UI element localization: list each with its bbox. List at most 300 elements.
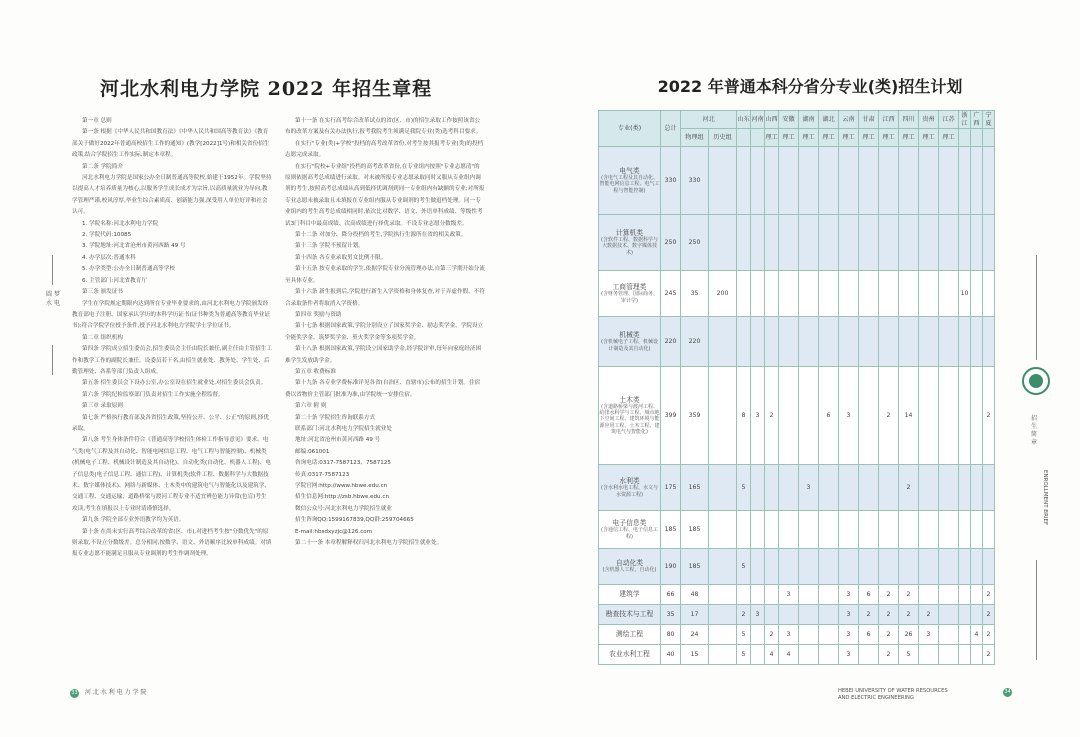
plan-cell: [859, 215, 879, 271]
charter-paragraph: 第六章 附 则: [295, 403, 327, 410]
header-province: 广西: [971, 111, 983, 129]
plan-cell: [779, 317, 799, 367]
plan-cell: 220: [681, 317, 709, 367]
major-note: (含水利水电工程、水文与水资源工程): [601, 485, 658, 498]
plan-cell: 2: [983, 645, 995, 665]
plan-cell: [765, 271, 779, 317]
table-row: [599, 605, 995, 625]
plan-cell: [765, 317, 779, 367]
plan-cell: 185: [661, 511, 681, 549]
plan-cell: [859, 367, 879, 465]
plan-cell: 80: [661, 625, 681, 645]
plan-cell: [779, 147, 799, 215]
plan-cell: [799, 605, 819, 625]
plan-cell: 3: [919, 625, 939, 645]
side-mark: 圆 梦 水 电: [46, 291, 60, 307]
major-note: (含软件工程、数据科学与大数据技术、数字媒体技术): [601, 237, 658, 256]
plan-cell: [959, 549, 971, 585]
plan-cell: [709, 317, 737, 367]
plan-cell: [839, 549, 859, 585]
plan-cell: [959, 367, 971, 465]
plan-cell: 35: [681, 271, 709, 317]
plan-cell: 2: [765, 367, 779, 465]
plan-cell: 185: [681, 511, 709, 549]
right-footer-line2: AND ELECTRIC ENGINEERING: [838, 695, 914, 701]
plan-cell: [899, 215, 919, 271]
left-page-number: 33: [71, 690, 78, 696]
major-name: 电子信息类: [612, 519, 647, 528]
major-cell: [599, 215, 661, 271]
plan-cell: [971, 549, 983, 585]
charter-paragraph: 第十一条 在实行高考综合改革试点的省(区、市)的招生录取工作按照该省公布的改革方案及有关办法执行,报考我院考生须满足我院专业(类)选考科目要求。: [285, 118, 482, 136]
header-province: 湖北: [819, 111, 839, 129]
plan-cell: [859, 465, 879, 511]
charter-paragraph: 在实行"院校+专业组"投档的高考改革省份,在专业组内按照"专业志愿清"的原则依据高考总成绩进行录取。对未被所报专业志愿录取同时又服从专业组内调剂的考生,按照高考总成绩从高到低择优调剂到同一专业组内有缺额的专业;对所报专业志愿未被录取且未填报在专业组内服从专业调剂的考生做退档处理。同一专业组内的考生高考总成绩相同时,依次比对数学、语文、外语单科成绩、等级性考试3门科目中最高成绩、次高成绩进行择优录取。不设专业志愿分数级差。: [285, 163, 485, 227]
plan-cell: [859, 317, 879, 367]
charter-paragraph: 1. 学院名称:河北水利电力学院: [82, 220, 159, 227]
major-cell: [599, 645, 661, 665]
charter-paragraph: 第四条 学院成立招生委员会,招生委员会主任由院长兼任,副主任由主管招生工作和教学工作的副院长兼任。设委员若干名,由招生就业处、教务处、学生处、后勤管理处、各系等部门负责人组成。: [72, 346, 272, 375]
plan-cell: [939, 605, 959, 625]
plan-cell: [983, 147, 995, 215]
plan-cell: [709, 465, 737, 511]
plan-cell: [983, 215, 995, 271]
plan-cell: [859, 147, 879, 215]
plan-cell: [879, 147, 899, 215]
plan-cell: [709, 585, 737, 605]
plan-cell: [819, 465, 839, 511]
plan-cell: [971, 215, 983, 271]
plan-cell: [779, 271, 799, 317]
plan-cell: [919, 549, 939, 585]
table-row: [599, 585, 995, 605]
charter-paragraph: 第十条 在尚未实行高考综合改革的省(区、市),对进档考生按"分数优先"的原则录取,不设立分数级差。总分相同,按数学、语文、外语顺序比较单科成绩。对填报专业志愿不能满足且服从专业调剂的考生作调剂处理。: [72, 528, 272, 558]
table-row: [599, 367, 995, 465]
plan-cell: [751, 585, 765, 605]
charter-paragraph: 传真:0317-7587123: [295, 471, 350, 478]
plan-cell: [751, 511, 765, 549]
header-subject-group: 理工: [939, 129, 959, 147]
charter-paragraph: 咨询电话:0317-7587123、7587125: [295, 460, 391, 467]
header-province: 贵州: [919, 111, 939, 129]
charter-paragraph: 招生信息网:http://zsb.hbwe.edu.cn: [295, 494, 389, 501]
plan-cell: [819, 271, 839, 317]
plan-cell: 2: [919, 605, 939, 625]
plan-cell: [983, 511, 995, 549]
plan-cell: [799, 511, 819, 549]
charter-paragraph: 第一条 根据《中华人民共和国教育法》《中华人民共和国高等教育法》《教育部关于做好2022年普通高校招生工作的通知》(教学[2022]1号)和相关省份招生政策,结合学院招生工作实际,制定本章程。: [72, 129, 270, 159]
plan-cell: [971, 585, 983, 605]
plan-cell: [971, 367, 983, 465]
plan-cell: [899, 511, 919, 549]
plan-cell: [939, 645, 959, 665]
plan-cell: 3: [779, 585, 799, 605]
header-subject-group: [971, 129, 983, 147]
plan-cell: [919, 367, 939, 465]
plan-cell: [879, 271, 899, 317]
header-subject-group: [983, 129, 995, 147]
plan-cell: [819, 625, 839, 645]
plan-cell: 2: [983, 585, 995, 605]
major-cell: [599, 271, 661, 317]
plan-cell: [939, 585, 959, 605]
table-row: [599, 511, 995, 549]
left-footer-text: 河 北 水 利 电 力 学 院: [85, 689, 147, 696]
plan-cell: [799, 147, 819, 215]
plan-cell: [737, 511, 751, 549]
right-side-line-bottom: [1036, 560, 1037, 660]
header-subject-group: 物理组: [681, 129, 709, 147]
header-subject-group: [959, 129, 971, 147]
charter-paragraph: 地址:河北省沧州市黄河西路 49 号: [295, 437, 381, 444]
charter-paragraph: 第三条 颁发证书: [82, 289, 123, 296]
charter-paragraph: 第二章 组织机构: [82, 334, 123, 341]
plan-cell: 330: [661, 147, 681, 215]
plan-cell: [751, 271, 765, 317]
charter-paragraph: 第三章 录取原则: [82, 403, 123, 410]
plan-cell: [751, 645, 765, 665]
major-note: (含机器人工程、自动化): [602, 567, 657, 574]
header-province: 甘肃: [859, 111, 879, 129]
plan-cell: [737, 215, 751, 271]
plan-cell: 2: [983, 625, 995, 645]
charter-paragraph: 第十八条 根据国家政策,学院设立国家助学金,经学院评审,每年向家庭经济困难学生发放助学金。: [285, 346, 482, 364]
plan-cell: 5: [737, 645, 751, 665]
major-name: 勘查技术与工程: [605, 610, 654, 619]
plan-cell: [751, 317, 765, 367]
charter-paragraph: 学生在学院规定期限内达到所在专业毕业要求的,由河北水利电力学院颁发经教育部电子注册、国家承认学历的本科学历证书(证书种类为普通高等教育毕业证书);符合学院学位授予条件,授予河北水利电力学院学士学位证书。: [72, 300, 270, 330]
charter-paragraph: 2. 学院代码:10085: [82, 232, 132, 239]
plan-cell: [819, 215, 839, 271]
plan-cell: [839, 215, 859, 271]
charter-paragraph: 第二条 学院简介: [82, 163, 123, 170]
plan-cell: [779, 605, 799, 625]
left-page-title: 河北水利电力学院 2022 年招生章程: [100, 78, 433, 100]
plan-cell: 190: [661, 549, 681, 585]
plan-cell: [737, 271, 751, 317]
plan-cell: 3: [799, 465, 819, 511]
plan-cell: [971, 465, 983, 511]
header-subject-group: 历史组: [709, 129, 737, 147]
college-emblem-icon: [1022, 367, 1050, 395]
major-cell: [599, 465, 661, 511]
plan-cell: 3: [839, 645, 859, 665]
plan-cell: [819, 585, 839, 605]
plan-cell: 6: [859, 625, 879, 645]
charter-paragraph: 第一章 总则: [82, 118, 112, 124]
plan-cell: 35: [661, 605, 681, 625]
plan-cell: [709, 147, 737, 215]
major-cell: [599, 625, 661, 645]
plan-cell: 175: [661, 465, 681, 511]
header-province: 浙江: [959, 111, 971, 129]
plan-cell: [765, 605, 779, 625]
plan-cell: [919, 645, 939, 665]
plan-cell: 3: [839, 585, 859, 605]
plan-cell: 5: [737, 549, 751, 585]
plan-cell: 2: [879, 605, 899, 625]
plan-cell: 8: [737, 367, 751, 465]
charter-paragraph: 招生咨询QQ:1599167839,QQ群:259704665: [295, 517, 414, 524]
plan-cell: [939, 215, 959, 271]
plan-cell: 5: [737, 465, 751, 511]
header-subject-group: 理工: [779, 129, 799, 147]
charter-paragraph: 4. 办学层次:普通本科: [82, 254, 136, 261]
plan-cell: 3: [779, 625, 799, 645]
plan-cell: [751, 549, 765, 585]
plan-cell: 3: [839, 625, 859, 645]
plan-cell: 5: [737, 625, 751, 645]
plan-cell: [765, 511, 779, 549]
plan-cell: [983, 271, 995, 317]
plan-cell: [799, 645, 819, 665]
plan-cell: [983, 465, 995, 511]
plan-cell: [737, 317, 751, 367]
plan-cell: [919, 585, 939, 605]
plan-cell: [971, 317, 983, 367]
major-note: (含道路桥梁与渡河工程、给排水科学与工程、城市地下空间工程、建筑环境与能源应用工程、土木工程、建筑电气与智能化): [599, 403, 660, 435]
right-footer-line1: HEBEI UNIVERSITY OF WATER RESOURCES: [838, 688, 948, 694]
table-row: [599, 549, 995, 585]
plan-cell: 3: [751, 605, 765, 625]
plan-cell: [799, 215, 819, 271]
plan-cell: 2: [899, 585, 919, 605]
header-subject-group: 理工: [799, 129, 819, 147]
charter-column-1: [72, 116, 272, 561]
plan-cell: 399: [661, 367, 681, 465]
plan-cell: [709, 625, 737, 645]
plan-cell: [919, 317, 939, 367]
plan-cell: [939, 465, 959, 511]
plan-cell: [839, 511, 859, 549]
major-cell: [599, 147, 661, 215]
plan-cell: [959, 465, 971, 511]
plan-cell: [879, 549, 899, 585]
plan-cell: [779, 215, 799, 271]
plan-cell: [799, 367, 819, 465]
plan-cell: [765, 549, 779, 585]
charter-paragraph: 在实行"专业(类)+学校"投档的高考改革省份,对考生按其报考专业(类)的投档志愿完成录取。: [285, 140, 484, 159]
plan-cell: [899, 147, 919, 215]
charter-paragraph: 第五条 招生委员会下设办公室,办公室设在招生就业处,对招生委员会负责。: [82, 380, 267, 387]
plan-cell: 2: [899, 465, 919, 511]
plan-cell: [959, 147, 971, 215]
table-row: [599, 147, 995, 215]
plan-cell: 2: [899, 605, 919, 625]
header-subject-group: 理工: [819, 129, 839, 147]
major-note: (含通信工程、电子信息工程): [601, 527, 658, 540]
plan-cell: 2: [859, 605, 879, 625]
right-side-english: ENROLLMENT BRIEF: [1042, 470, 1048, 526]
plan-cell: [751, 147, 765, 215]
charter-paragraph: 3. 学院地址:河北省沧州市黄河西路 49 号: [82, 243, 186, 250]
charter-paragraph: 学院官网:http://www.hbwe.edu.cn: [295, 483, 388, 489]
plan-cell: 24: [681, 625, 709, 645]
plan-cell: [939, 317, 959, 367]
plan-cell: 2: [879, 625, 899, 645]
charter-paragraph: 5. 办学类型:公办全日制普通高等学校: [82, 266, 175, 273]
plan-cell: [799, 549, 819, 585]
plan-cell: [799, 585, 819, 605]
table-row: [599, 271, 995, 317]
charter-paragraph: 第十七条 根据国家政策,学院分别设立了国家奖学金、励志奖学金、学院设立全能奖学金、筑梦奖学金、堇火奖学金等多项奖学金。: [285, 323, 484, 341]
plan-cell: [819, 605, 839, 625]
plan-cell: 15: [681, 645, 709, 665]
plan-cell: [799, 625, 819, 645]
table-row: [599, 625, 995, 645]
plan-cell: 2: [879, 585, 899, 605]
header-province: 湖南: [799, 111, 819, 129]
major-cell: [599, 549, 661, 585]
plan-cell: 4: [765, 645, 779, 665]
side-line-top: [52, 255, 53, 285]
plan-cell: [971, 147, 983, 215]
plan-cell: 2: [983, 367, 995, 465]
plan-cell: 6: [859, 585, 879, 605]
plan-cell: [709, 605, 737, 625]
plan-cell: 3: [839, 605, 859, 625]
major-note: (含电气工程及其自动化、智能电网信息工程、电气工程与智能控制): [599, 175, 660, 194]
plan-cell: 3: [839, 367, 859, 465]
major-name: 土木类: [619, 395, 640, 404]
plan-cell: [709, 215, 737, 271]
plan-cell: [879, 317, 899, 367]
plan-cell: 220: [661, 317, 681, 367]
major-name: 工商管理类: [612, 283, 647, 292]
plan-cell: 2: [765, 625, 779, 645]
plan-cell: [859, 511, 879, 549]
major-cell: [599, 367, 661, 465]
header-subject-group: 理工: [879, 129, 899, 147]
major-name: 测绘工程: [615, 630, 644, 639]
plan-cell: [879, 511, 899, 549]
charter-paragraph: 第八条 考生身体条件符合《普通高等学校招生体检工作指导意见》要求。电气类(电气工程及其自动化、智能电网信息工程、电气工程与智能控制)、机械类(机械电子工程、机械设计制造及其自动化)、自动化类(自动化、机器人工程)、电子信息类(电子信息工程、通信工程)、计算机类(软件工程、数据科学与大数据技术、数字媒体技术)、网络与新媒体、土木类中的建筑电气与智能化以及建筑学、交通工程、交通运输、道路桥梁与渡河工程专业不适宜辨色能力异常(色盲)考生攻读,考生在填报以上专业时请谨慎选择。: [72, 437, 271, 512]
plan-cell: [839, 147, 859, 215]
charter-paragraph: E-mail:hbsdxyzjc@126.com: [295, 528, 373, 535]
plan-cell: [939, 271, 959, 317]
header-subject-group: [751, 129, 765, 147]
plan-cell: 359: [681, 367, 709, 465]
plan-cell: [919, 215, 939, 271]
charter-column-2: [285, 116, 485, 549]
plan-cell: [939, 367, 959, 465]
plan-cell: [709, 511, 737, 549]
charter-paragraph: 第二十条 学院招生咨询联系方式: [295, 414, 376, 421]
plan-cell: [859, 645, 879, 665]
header-province: 河南: [751, 111, 765, 129]
charter-paragraph: 6. 主管部门:河北省教育厅: [82, 277, 147, 284]
plan-cell: [839, 317, 859, 367]
plan-cell: 4: [779, 645, 799, 665]
header-province: 云南: [839, 111, 859, 129]
major-cell: [599, 511, 661, 549]
plan-cell: 14: [899, 367, 919, 465]
header-province: 江西: [879, 111, 899, 129]
header-subject-group: 理工: [839, 129, 859, 147]
plan-cell: [939, 549, 959, 585]
plan-cell: [971, 645, 983, 665]
plan-cell: 2: [737, 605, 751, 625]
plan-cell: [751, 215, 765, 271]
plan-cell: 66: [661, 585, 681, 605]
plan-cell: [919, 271, 939, 317]
plan-cell: [765, 147, 779, 215]
major-note: (含财务管理、国际商务、审计学): [601, 291, 658, 304]
right-side-text: 招 生 简 章: [1030, 415, 1037, 446]
charter-paragraph: 第四章 奖励与资助: [295, 311, 342, 318]
charter-paragraph: 第六条 学院纪检监察部门负责对招生工作实施全程监督。: [82, 391, 224, 398]
charter-paragraph: 第十四条 各专业录取男女比例不限。: [295, 254, 387, 261]
header-province: 宁夏: [983, 111, 995, 129]
plan-cell: [819, 147, 839, 215]
plan-cell: 26: [899, 625, 919, 645]
plan-cell: [819, 511, 839, 549]
plan-cell: [839, 271, 859, 317]
major-name: 水利类: [619, 477, 640, 486]
charter-paragraph: 第十九条 各专业学费标准详见各省(自治区、直辖市)公布的招生计划。住宿费以省物价主管部门批准为准,由学院统一安排住宿。: [285, 380, 481, 398]
plan-cell: 3: [751, 367, 765, 465]
table-row: [599, 645, 995, 665]
plan-cell: 330: [681, 147, 709, 215]
right-page-title: 2022 年普通本科分省分专业(类)招生计划: [657, 77, 963, 96]
plan-cell: [959, 511, 971, 549]
plan-cell: [751, 465, 765, 511]
major-cell: [599, 605, 661, 625]
plan-cell: [959, 317, 971, 367]
plan-cell: [799, 271, 819, 317]
plan-cell: [959, 585, 971, 605]
plan-cell: 5: [899, 645, 919, 665]
plan-cell: 10: [959, 271, 971, 317]
plan-cell: [839, 465, 859, 511]
header-subject-group: 理工: [899, 129, 919, 147]
plan-cell: [959, 645, 971, 665]
plan-cell: [919, 511, 939, 549]
plan-cell: [971, 511, 983, 549]
plan-cell: [959, 215, 971, 271]
major-name: 机械类: [619, 331, 640, 340]
plan-cell: 2: [879, 367, 899, 465]
header-subject-group: 理工: [919, 129, 939, 147]
major-name: 自动化类: [615, 559, 644, 568]
header-province: 山东: [737, 111, 751, 129]
plan-cell: [779, 367, 799, 465]
plan-cell: 6: [819, 367, 839, 465]
charter-paragraph: 第十二条 对加分、降分投档的考生,学院执行生源所在省的相关政策。: [295, 232, 467, 239]
plan-cell: [819, 549, 839, 585]
plan-cell: [751, 625, 765, 645]
right-page-number: 34: [1004, 689, 1011, 695]
header-province: 四川: [899, 111, 919, 129]
plan-cell: [899, 549, 919, 585]
plan-cell: 40: [661, 645, 681, 665]
major-cell: [599, 585, 661, 605]
plan-cell: [919, 147, 939, 215]
header-province: 安徽: [779, 111, 799, 129]
major-name: 电气类: [619, 167, 640, 176]
major-name: 建筑学: [619, 590, 640, 599]
header-subject-group: 理工: [765, 129, 779, 147]
charter-paragraph: 第十五条 按专业录取的学生,依据学院专业分流管理办法,自第三学期开始分流至具体专业。: [285, 266, 485, 284]
plan-cell: [971, 605, 983, 625]
plan-cell: 250: [661, 215, 681, 271]
plan-cell: [819, 317, 839, 367]
major-cell: [599, 317, 661, 367]
plan-cell: [879, 465, 899, 511]
header-total: 总计: [661, 111, 681, 147]
plan-cell: [919, 465, 939, 511]
plan-cell: [859, 271, 879, 317]
